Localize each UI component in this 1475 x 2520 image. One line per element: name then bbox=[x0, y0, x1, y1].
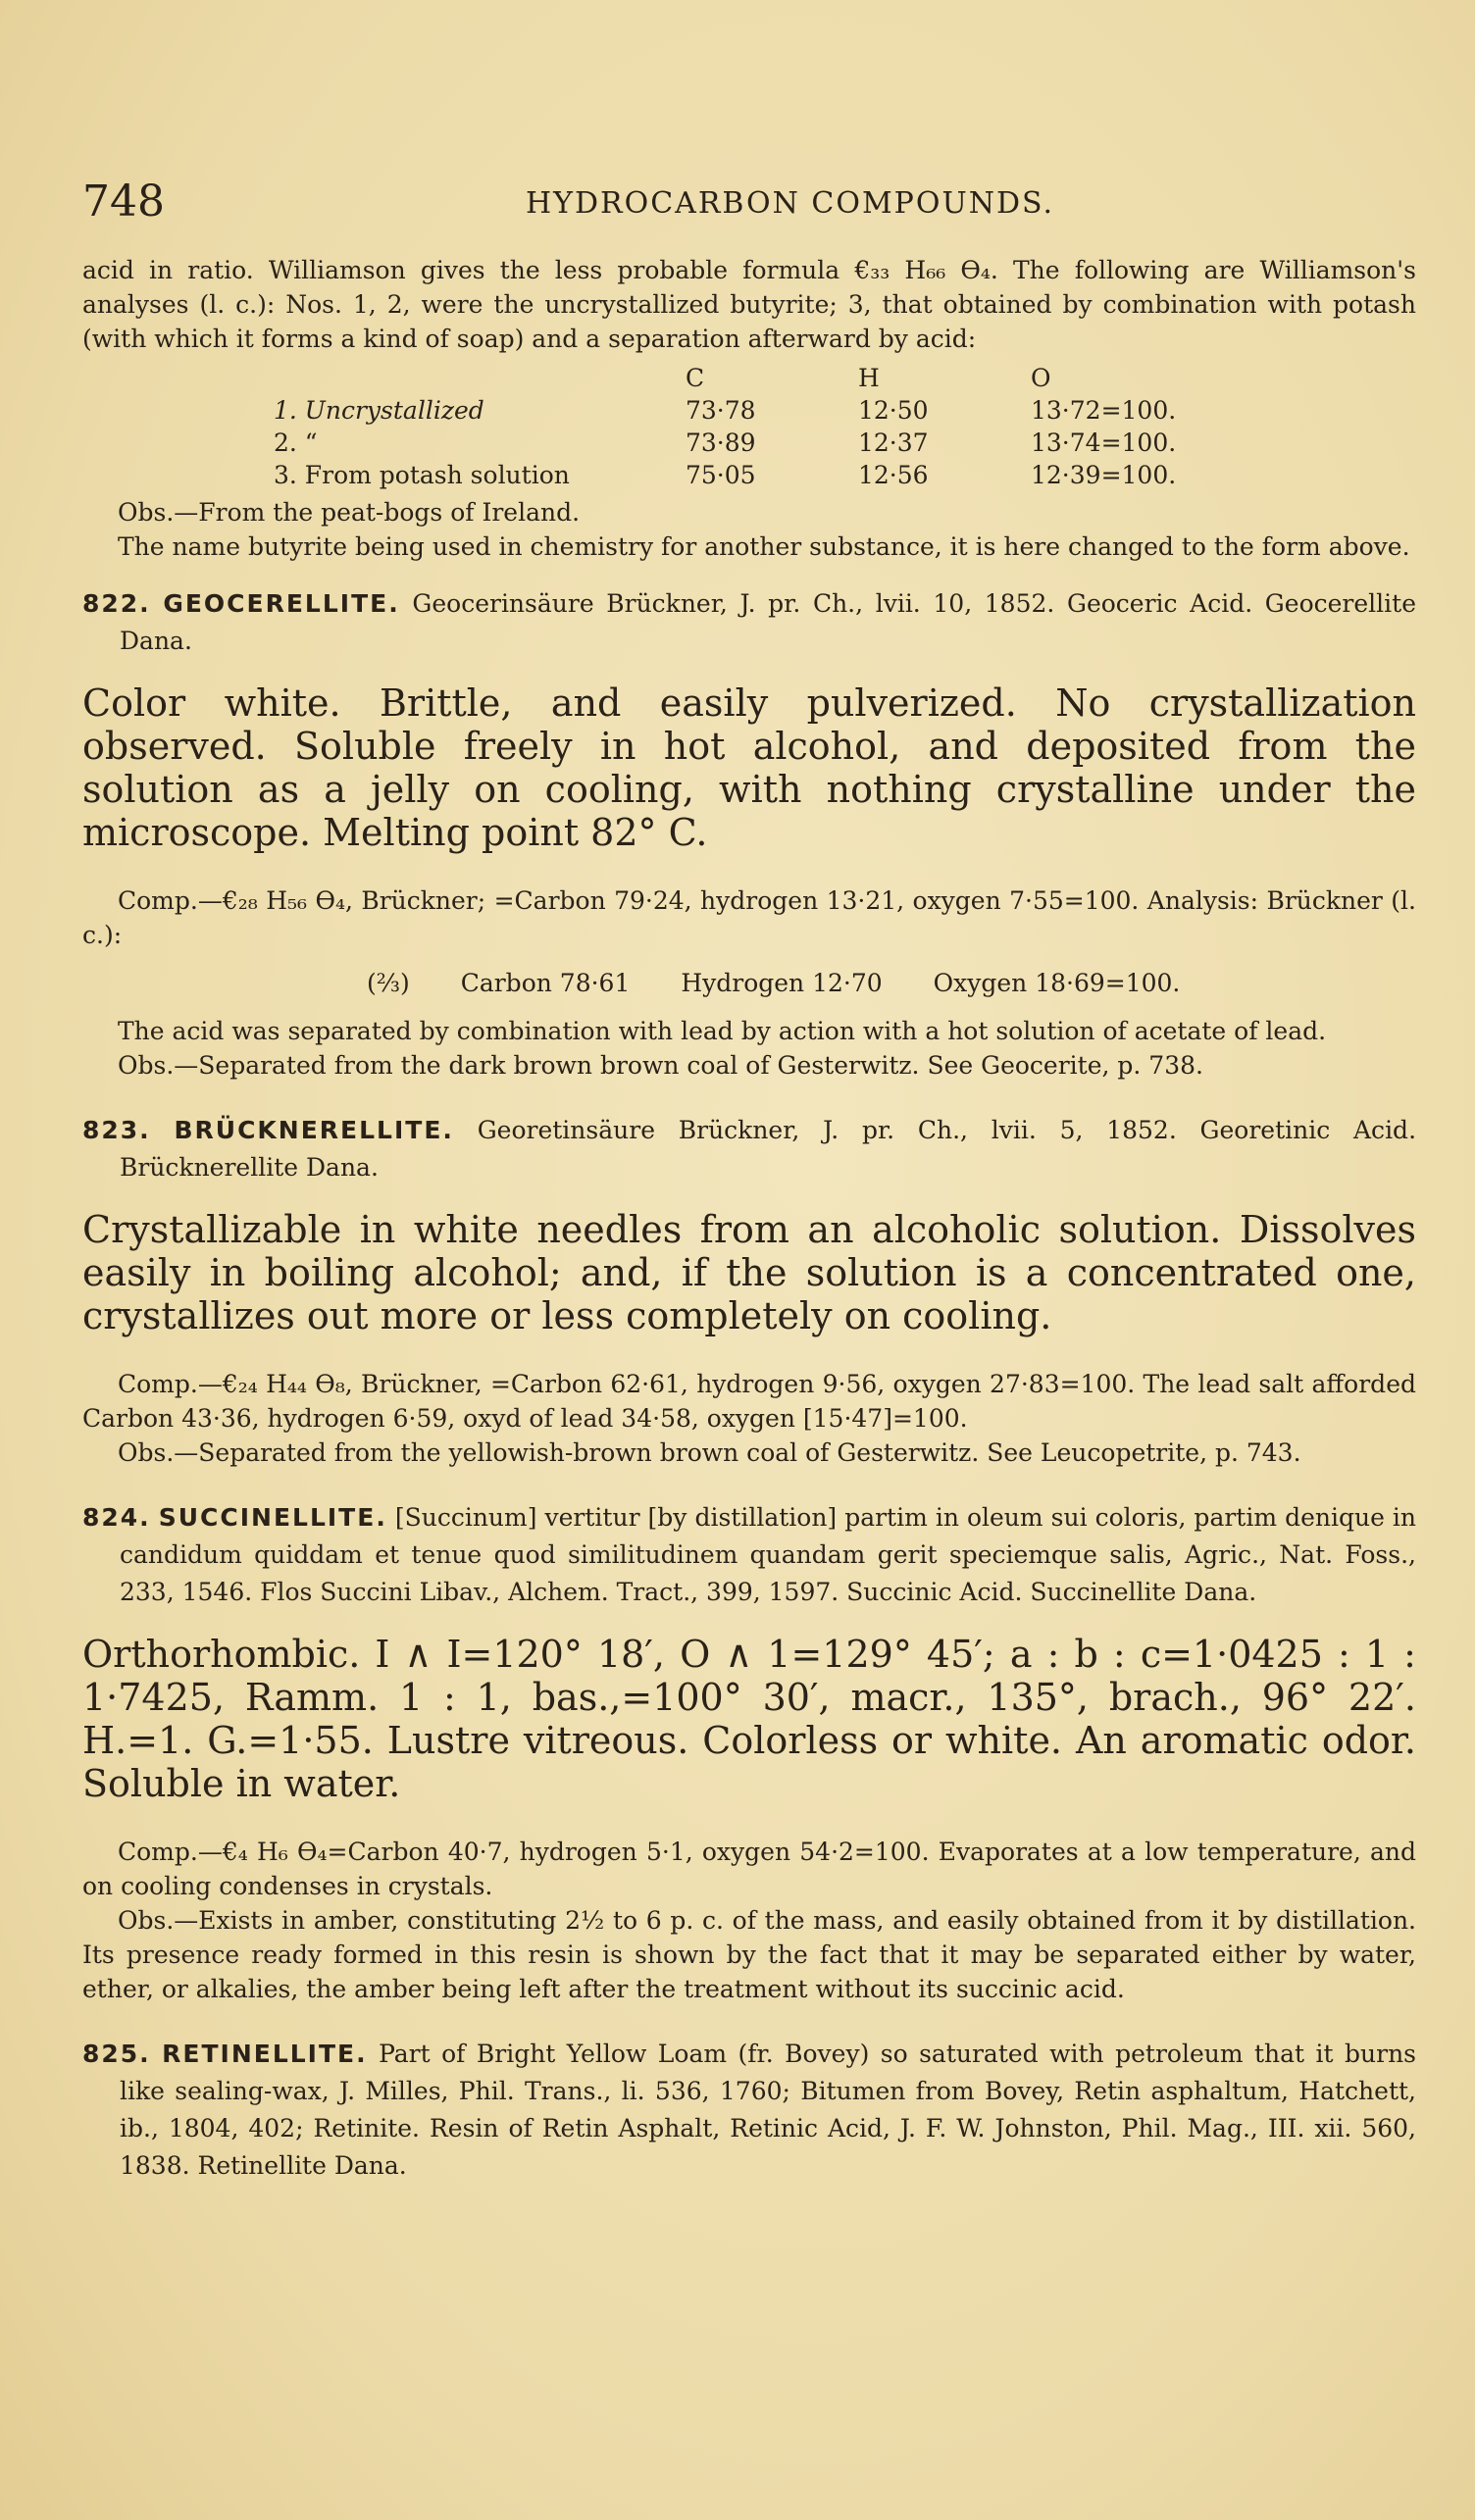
oxygen-value: Oxygen 18·69=100. bbox=[933, 969, 1181, 997]
entry-823-obs: Obs.—Separated from the yellowish-brown brown coal of Gesterwitz. See Leucopetrite, p. 743. bbox=[118, 1438, 1301, 1467]
cell-o: 13·72=100. bbox=[1031, 396, 1177, 425]
entry-823-composition: Comp.—€₂₄ H₄₄ Ө₈, Brückner, =Carbon 62·61, hydrogen 9·56, oxygen 27·83=100. The lead salt afforded Carbon 43·36, hydrogen 6·59, oxyd of lead 34·58, oxygen [15·47]=100. bbox=[82, 1370, 1416, 1433]
entry-number: 825. bbox=[82, 2040, 151, 2068]
synonymy: [Succinum] vertitur [by distillation] partim in oleum sui coloris, partim denique in candidum quiddam et tenue quod similitudinem quandam gerit speciemque salis, Agric., Nat. Foss., 233, 1546. Flos Succini Libav., Alchem. Tract., 399, 1597. Succinic Acid. Succinellite Dana. bbox=[120, 1503, 1416, 1606]
intro-obs: Obs.—From the peat-bogs of Ireland. bbox=[118, 498, 581, 527]
cell-c: 73·89 bbox=[686, 428, 756, 457]
entry-822-analysis bbox=[367, 966, 1416, 1000]
mineral-name: BRÜCKNERELLITE. bbox=[174, 1116, 454, 1144]
running-title: HYDROCARBON COMPOUNDS. bbox=[526, 186, 1055, 221]
intro-paragraph: acid in ratio. Williamson gives the less probable formula €₃₃ H₆₆ Ө₄. The following are Williamson's analyses (l. c.): Nos. 1, 2, were the uncrystallized butyrite; 3, that obtained by combination with potash (with which it forms a kind of soap) and a separation afterward by acid: bbox=[82, 256, 1416, 353]
page-body bbox=[82, 253, 1416, 2185]
table-row bbox=[274, 394, 1227, 427]
synonymy: Geocerinsäure Brückner, J. pr. Ch., lvii. 10, 1852. Geoceric Acid. Geocerellite Dana. bbox=[120, 589, 1416, 655]
cell-o: 13·74=100. bbox=[1031, 428, 1177, 457]
entry-number: 822. bbox=[82, 589, 151, 618]
entry-823-description: Crystallizable in white needles from an alcoholic solution. Dissolves easily in boiling alcohol; and, if the solution is a concentrated one, crystallizes out more or less completely on cooling. bbox=[82, 1208, 1416, 1337]
cell-c: 75·05 bbox=[686, 461, 756, 489]
row-label: 3. From potash solution bbox=[274, 461, 570, 489]
entry-824-obs: Obs.—Exists in amber, constituting 2½ to 6 p. c. of the mass, and easily obtained from it by distillation. Its presence ready formed in this resin is shown by the fact that it may be separated either by water, ether, or alkalies, the amber being left after the treatment without its succinic acid. bbox=[82, 1906, 1416, 2003]
synonymy: Part of Bright Yellow Loam (fr. Bovey) so saturated with petroleum that it burns like sealing-wax, J. Milles, Phil. Trans., li. 536, 1760; Bitumen from Bovey, Retin asphaltum, Hatchett, ib., 1804, 402; Retinite. Resin of Retin Asphalt, Retinic Acid, J. F. W. Johnston, Phil. Mag., III. xii. 560, 1838. Retinellite Dana. bbox=[120, 2040, 1417, 2180]
column-h: H bbox=[858, 364, 880, 392]
row-label: 2. “ bbox=[274, 428, 318, 457]
analysis-table-header bbox=[274, 362, 1227, 394]
cell-h: 12·56 bbox=[858, 461, 929, 489]
cell-o: 12·39=100. bbox=[1031, 461, 1177, 489]
hydrogen-value: Hydrogen 12·70 bbox=[681, 969, 883, 997]
entry-823-heading bbox=[82, 1112, 1416, 1186]
entry-822-acid-note: The acid was separated by combination with lead by action with a hot solution of acetate of lead. bbox=[118, 1017, 1327, 1045]
mineral-name: GEOCERELLITE. bbox=[163, 589, 400, 618]
mineral-name: RETINELLITE. bbox=[162, 2040, 368, 2068]
intro-note: The name butyrite being used in chemistry for another substance, it is here changed to the form above. bbox=[118, 532, 1410, 561]
carbon-value: Carbon 78·61 bbox=[460, 969, 631, 997]
column-o: O bbox=[1031, 364, 1051, 392]
table-row bbox=[274, 459, 1227, 491]
cell-h: 12·50 bbox=[858, 396, 929, 425]
entry-825-heading bbox=[82, 2036, 1416, 2185]
cell-h: 12·37 bbox=[858, 428, 929, 457]
ratio-label: (⅔) bbox=[367, 969, 410, 997]
entry-822-heading bbox=[82, 585, 1416, 660]
entry-824-composition: Comp.—€₄ H₆ Ө₄=Carbon 40·7, hydrogen 5·1, oxygen 54·2=100. Evaporates at a low temperature, and on cooling condenses in crystals. bbox=[82, 1838, 1416, 1900]
entry-822-description: Color white. Brittle, and easily pulverized. No crystallization observed. Soluble freely in hot alcohol, and deposited from the solution as a jelly on cooling, with nothing crystalline under the microscope. Melting point 82° C. bbox=[82, 681, 1416, 854]
entry-number: 824. bbox=[82, 1503, 151, 1532]
cell-c: 73·78 bbox=[686, 396, 756, 425]
table-row bbox=[274, 427, 1227, 459]
page-header bbox=[82, 176, 1393, 235]
entry-822-composition: Comp.—€₂₈ H₅₆ Ө₄, Brückner; =Carbon 79·24, hydrogen 13·21, oxygen 7·55=100. Analysis: Brückner (l. c.): bbox=[82, 886, 1416, 949]
row-label: 1. Uncrystallized bbox=[274, 396, 484, 425]
synonymy: Georetinsäure Brückner, J. pr. Ch., lvii. 5, 1852. Georetinic Acid. Brücknerellite Dana. bbox=[120, 1116, 1417, 1182]
analysis-table bbox=[274, 362, 1227, 491]
entry-822-obs: Obs.—Separated from the dark brown brown coal of Gesterwitz. See Geocerite, p. 738. bbox=[118, 1051, 1203, 1080]
page-number: 748 bbox=[82, 176, 165, 227]
entry-824-heading bbox=[82, 1499, 1416, 1611]
entry-824-description: Orthorhombic. I ∧ I=120° 18′, O ∧ 1=129° 45′; a : b : c=1·0425 : 1 : 1·7425, Ramm. 1 : 1, bas.,=100° 30′, macr., 135°, brach., 96° 22′. H.=1. G.=1·55. Lustre vitreous. Colorless or white. An aromatic odor. Soluble in water. bbox=[82, 1633, 1416, 1805]
entry-number: 823. bbox=[82, 1116, 151, 1144]
mineral-name: SUCCINELLITE. bbox=[158, 1503, 387, 1532]
column-c: C bbox=[686, 364, 705, 392]
